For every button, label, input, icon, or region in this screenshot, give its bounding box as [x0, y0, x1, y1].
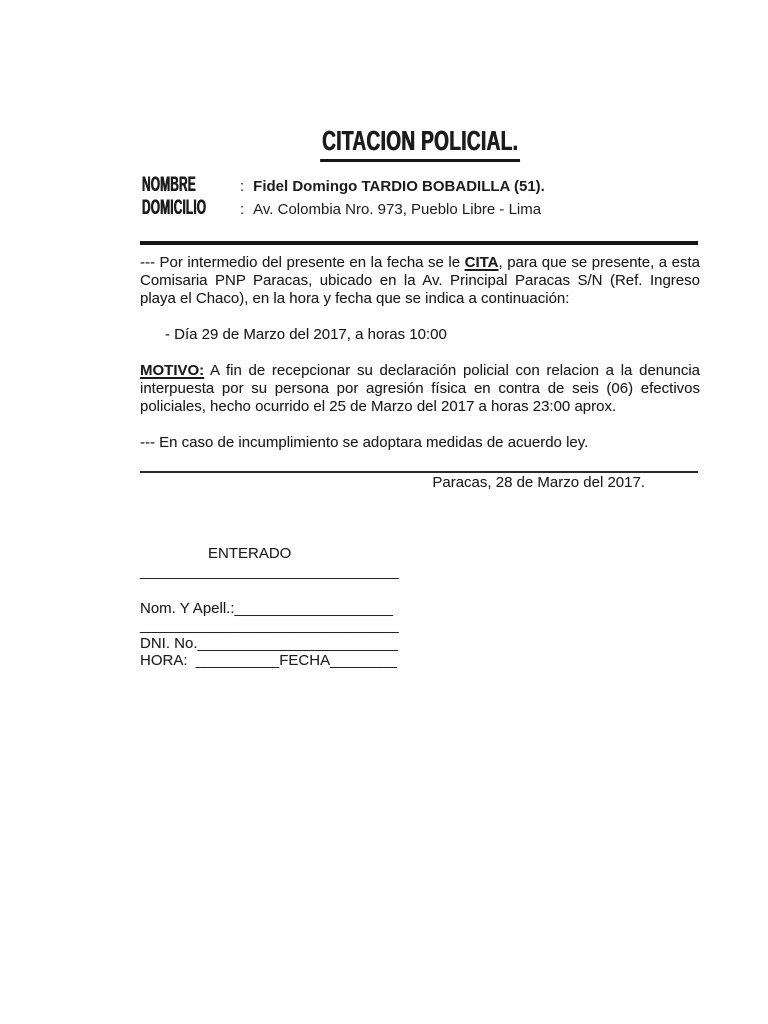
- recipient-header: [142, 173, 700, 219]
- nombre-row: [142, 173, 700, 196]
- enterado-label: ENTERADO: [208, 545, 292, 562]
- appointment-line: - Día 29 de Marzo del 2017, a horas 10:00: [165, 326, 447, 343]
- motivo-keyword: MOTIVO:: [140, 362, 205, 379]
- nombre-label-cell: [142, 173, 240, 198]
- motivo-paragraph: [140, 362, 700, 416]
- domicilio-label: DOMICILIO: [142, 196, 207, 219]
- intro-line-1-post: , para que se presente, a esta: [498, 254, 700, 271]
- nombre-label: NOMBRE: [142, 173, 196, 196]
- name-surname-field: Nom. Y Apell.:___________________: [140, 600, 394, 617]
- separator-rule-bottom: [140, 471, 698, 473]
- motivo-line-1-rest: A fin de recepcionar su declaración policial con relacion a la denuncia: [204, 362, 700, 379]
- signature-line-2: _______________________________: [140, 617, 399, 634]
- warning-line: --- En caso de incumplimiento se adoptara medidas de acuerdo ley.: [140, 434, 589, 451]
- domicilio-label-cell: [142, 196, 240, 221]
- colon-separator: :: [240, 178, 245, 195]
- colon-separator: :: [240, 201, 245, 218]
- separator-rule-top: [140, 241, 698, 245]
- signature-line-1: _______________________________: [140, 563, 399, 580]
- date-line: Paracas, 28 de Marzo del 2017.: [432, 474, 645, 491]
- motivo-line-1: [140, 362, 700, 380]
- nombre-value: Fidel Domingo TARDIO BOBADILLA (51).: [253, 178, 545, 195]
- intro-paragraph: [140, 254, 700, 308]
- dni-field: DNI. No.________________________: [140, 635, 398, 652]
- cita-keyword: CITA: [464, 254, 499, 271]
- hora-fecha-field: HORA: __________FECHA________: [140, 652, 397, 669]
- document-title: [140, 124, 700, 162]
- intro-line-2: Comisaria PNP Paracas, ubicado en la Av. Principal Paracas S/N (Ref. Ingreso: [140, 272, 700, 289]
- motivo-line-3: policiales, hecho ocurrido el 25 de Marzo del 2017 a horas 23:00 aprox.: [140, 398, 617, 415]
- intro-line-1-pre: --- Por intermedio del presente en la fecha se le: [140, 254, 465, 271]
- motivo-line-2: interpuesta por su persona por agresión física en contra de seis (06) efectivos: [140, 380, 700, 397]
- domicilio-value: Av. Colombia Nro. 973, Pueblo Libre - Lima: [253, 201, 542, 218]
- intro-line-3: playa el Chaco), en la hora y fecha que se indica a continuación:: [140, 290, 570, 307]
- domicilio-row: [142, 196, 700, 219]
- intro-line-1: [140, 254, 700, 272]
- document-title-text: CITACION POLICIAL.: [320, 124, 520, 162]
